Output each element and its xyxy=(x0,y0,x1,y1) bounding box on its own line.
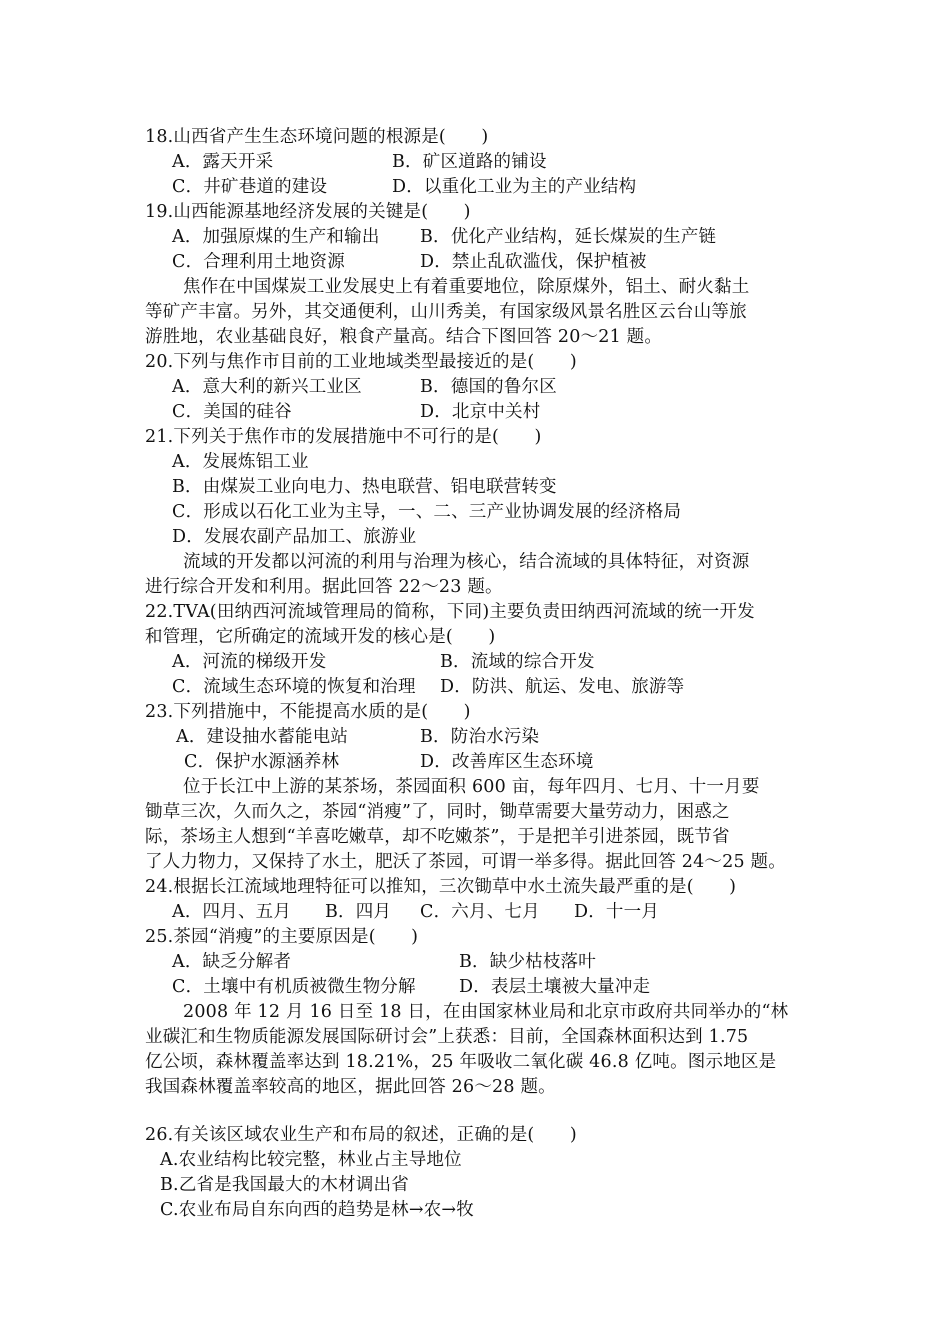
question-26-stem: 26.有关该区域农业生产和布局的叙述，正确的是( ) xyxy=(145,1125,577,1145)
question-23-option-a: A．建设抽水蓄能电站 xyxy=(176,727,349,747)
question-18-option-c: C．井矿巷道的建设 xyxy=(172,177,328,197)
passage-chayuan-line-4: 了人力物力，又保持了水土，肥沃了茶园，可谓一举多得。据此回答 24～25 题。 xyxy=(145,852,786,872)
question-25-option-c: C．土壤中有机质被微生物分解 xyxy=(172,977,416,997)
passage-jiaozuo-line-3: 游胜地，农业基础良好，粮食产量高。结合下图回答 20～21 题。 xyxy=(145,327,663,347)
question-20-option-a: A．意大利的新兴工业区 xyxy=(172,377,362,397)
question-23-option-d: D．改善库区生态环境 xyxy=(420,752,594,772)
question-23-stem: 23.下列措施中，不能提高水质的是( ) xyxy=(145,702,471,722)
passage-chayuan-line-3: 际，茶场主人想到“羊喜吃嫩草，却不吃嫩茶”，于是把羊引进茶园，既节省 xyxy=(145,827,730,847)
question-20-option-b: B．德国的鲁尔区 xyxy=(420,377,557,397)
question-21-option-b: B．由煤炭工业向电力、热电联营、铝电联营转变 xyxy=(172,477,557,497)
passage-senlin-line-4: 我国森林覆盖率较高的地区，据此回答 26～28 题。 xyxy=(145,1077,556,1097)
passage-senlin-line-3: 亿公顷，森林覆盖率达到 18.21%，25 年吸收二氧化碳 46.8 亿吨。图示地区是 xyxy=(145,1052,777,1072)
question-26-option-b: B.乙省是我国最大的木材调出省 xyxy=(160,1175,409,1195)
question-18-option-a: A．露天开采 xyxy=(172,152,274,172)
question-25-option-a: A．缺乏分解者 xyxy=(172,952,292,972)
question-19-option-c: C．合理利用土地资源 xyxy=(172,252,345,272)
question-22-option-d: D．防洪、航运、发电、旅游等 xyxy=(440,677,685,697)
question-26-option-c: C.农业布局自东向西的趋势是林→农→牧 xyxy=(160,1200,474,1220)
question-20-option-d: D．北京中关村 xyxy=(420,402,541,422)
question-19-option-d: D．禁止乱砍滥伐，保护植被 xyxy=(420,252,647,272)
passage-liuyu-line-1: 流域的开发都以河流的利用与治理为核心，结合流域的具体特征，对资源 xyxy=(183,552,750,572)
question-19-option-a: A．加强原煤的生产和输出 xyxy=(172,227,380,247)
passage-jiaozuo-line-2: 等矿产丰富。另外，其交通便利，山川秀美，有国家级风景名胜区云台山等旅 xyxy=(145,302,747,322)
question-24-option-b: B．四月 xyxy=(325,902,392,922)
question-22-option-c: C．流域生态环境的恢复和治理 xyxy=(172,677,416,697)
question-26-option-a: A.农业结构比较完整，林业占主导地位 xyxy=(160,1150,462,1170)
passage-liuyu-line-2: 进行综合开发和利用。据此回答 22～23 题。 xyxy=(145,577,503,597)
question-21-option-c: C．形成以石化工业为主导，一、二、三产业协调发展的经济格局 xyxy=(172,502,682,522)
question-24-stem: 24.根据长江流域地理特征可以推知，三次锄草中水土流失最严重的是( ) xyxy=(145,877,737,897)
question-20-stem: 20.下列与焦作市目前的工业地域类型最接近的是( ) xyxy=(145,352,577,372)
passage-senlin-line-2: 业碳汇和生物质能源发展国际研讨会”上获悉：目前，全国森林面积达到 1.75 xyxy=(145,1027,749,1047)
passage-chayuan-line-2: 锄草三次，久而久之，茶园“消瘦”了，同时，锄草需要大量劳动力，困惑之 xyxy=(145,802,730,822)
question-22-stem-line-1: 22.TVA(田纳西河流域管理局的简称，下同)主要负责田纳西河流域的统一开发 xyxy=(145,602,755,622)
question-25-option-d: D．表层土壤被大量冲走 xyxy=(459,977,651,997)
question-18-option-d: D．以重化工业为主的产业结构 xyxy=(392,177,637,197)
question-22-option-b: B．流域的综合开发 xyxy=(440,652,595,672)
question-22-option-a: A．河流的梯级开发 xyxy=(172,652,327,672)
question-19-stem: 19.山西能源基地经济发展的关键是( ) xyxy=(145,202,471,222)
question-21-stem: 21.下列关于焦作市的发展措施中不可行的是( ) xyxy=(145,427,542,447)
passage-senlin-line-1: 2008 年 12 月 16 日至 18 日，在由国家林业局和北京市政府共同举办的“林 xyxy=(183,1002,789,1022)
question-21-option-d: D．发展农副产品加工、旅游业 xyxy=(172,527,417,547)
question-24-option-d: D．十一月 xyxy=(574,902,660,922)
question-20-option-c: C．美国的硅谷 xyxy=(172,402,292,422)
question-22-stem-line-2: 和管理，它所确定的流域开发的核心是( ) xyxy=(145,627,496,647)
question-25-stem: 25.茶园“消瘦”的主要原因是( ) xyxy=(145,927,419,947)
passage-jiaozuo-line-1: 焦作在中国煤炭工业发展史上有着重要地位，除原煤外，铝土、耐火黏土 xyxy=(183,277,750,297)
question-18-option-b: B．矿区道路的铺设 xyxy=(392,152,547,172)
question-18-stem: 18.山西省产生生态环境问题的根源是( ) xyxy=(145,127,489,147)
question-24-option-a: A．四月、五月 xyxy=(172,902,292,922)
question-21-option-a: A．发展炼铝工业 xyxy=(172,452,309,472)
question-19-option-b: B．优化产业结构，延长煤炭的生产链 xyxy=(420,227,717,247)
passage-chayuan-line-1: 位于长江中上游的某茶场，茶园面积 600 亩，每年四月、七月、十一月要 xyxy=(183,777,760,797)
question-23-option-c: C．保护水源涵养林 xyxy=(184,752,340,772)
question-24-option-c: C．六月、七月 xyxy=(420,902,540,922)
question-23-option-b: B．防治水污染 xyxy=(420,727,540,747)
question-25-option-b: B．缺少枯枝落叶 xyxy=(459,952,596,972)
